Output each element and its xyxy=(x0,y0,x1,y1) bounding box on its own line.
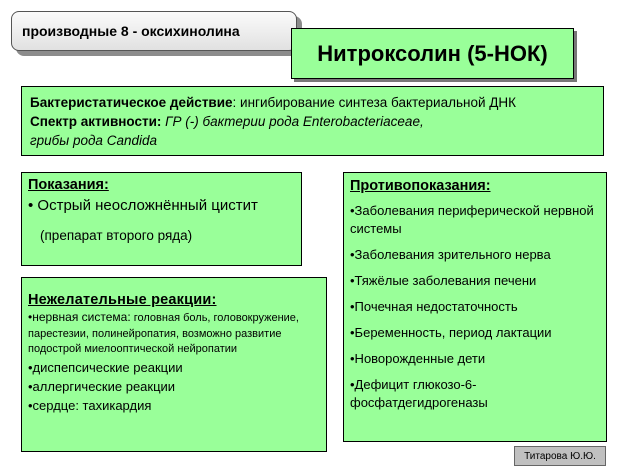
bacteriostatic-label: Бактеристатическое действие xyxy=(30,95,233,110)
spectrum-line xyxy=(30,112,595,131)
adverse-item: •аллергические реакции xyxy=(28,378,176,394)
adverse-heading: Нежелательные реакции: xyxy=(28,292,217,308)
adverse-reactions-box xyxy=(21,277,327,452)
spectrum-text-2: грибы рода Candida xyxy=(30,133,157,148)
contraindication-item: •Почечная недостаточность xyxy=(350,299,518,314)
title-box xyxy=(291,28,574,79)
contraindication-item: •Тяжёлые заболевания печени xyxy=(350,273,537,288)
adverse-nervous-text: головная боль, головокружение, парестезии, полинейропатия, возможно развитие подострой миелооптической нейропатии xyxy=(28,312,299,355)
adverse-item: •диспепсические реакции xyxy=(28,359,183,375)
page-title: Нитроксолин (5-НОК) xyxy=(317,40,548,66)
contraindication-item: •Новорожденные дети xyxy=(350,351,486,366)
contraindications-list xyxy=(350,202,600,412)
contraindication-item: •Заболевания зрительного нерва xyxy=(350,247,551,262)
subtitle-banner xyxy=(11,11,297,51)
bacteriostatic-text: : ингибирование синтеза бактериальной ДНК xyxy=(232,95,517,110)
indications-box xyxy=(21,172,302,266)
contraindications-box xyxy=(343,172,607,442)
spectrum-line-2 xyxy=(30,131,595,150)
bacteriostatic-line xyxy=(30,93,595,112)
author-text: Титарова Ю.Ю. xyxy=(524,450,596,462)
adverse-list xyxy=(28,310,320,414)
contraindication-item: •Беременность, период лактации xyxy=(350,325,552,340)
adverse-nervous-label: •нервная система: xyxy=(28,310,131,324)
info-box xyxy=(21,86,604,156)
adverse-item-nervous xyxy=(28,310,320,357)
contraindication-item: •Дефицит глюкозо-6-фосфатдегидрогеназы xyxy=(350,377,488,410)
contraindication-item: •Заболевания периферической нервной системы xyxy=(350,203,594,236)
indication-item: • Острый неосложнённый цистит xyxy=(28,197,258,214)
indications-heading: Показания: xyxy=(28,177,109,193)
spectrum-label: Спектр активности: xyxy=(30,114,162,129)
subtitle-text: производные 8 - оксихинолина xyxy=(22,23,240,39)
spectrum-text: ГР (-) бактерии рода Enterobacteriaceae, xyxy=(161,114,424,129)
indication-note: (препарат второго ряда) xyxy=(40,228,193,243)
contraindications-heading: Противопоказания: xyxy=(350,178,491,194)
adverse-item: •сердце: тахикардия xyxy=(28,397,152,413)
author-label xyxy=(514,446,606,466)
